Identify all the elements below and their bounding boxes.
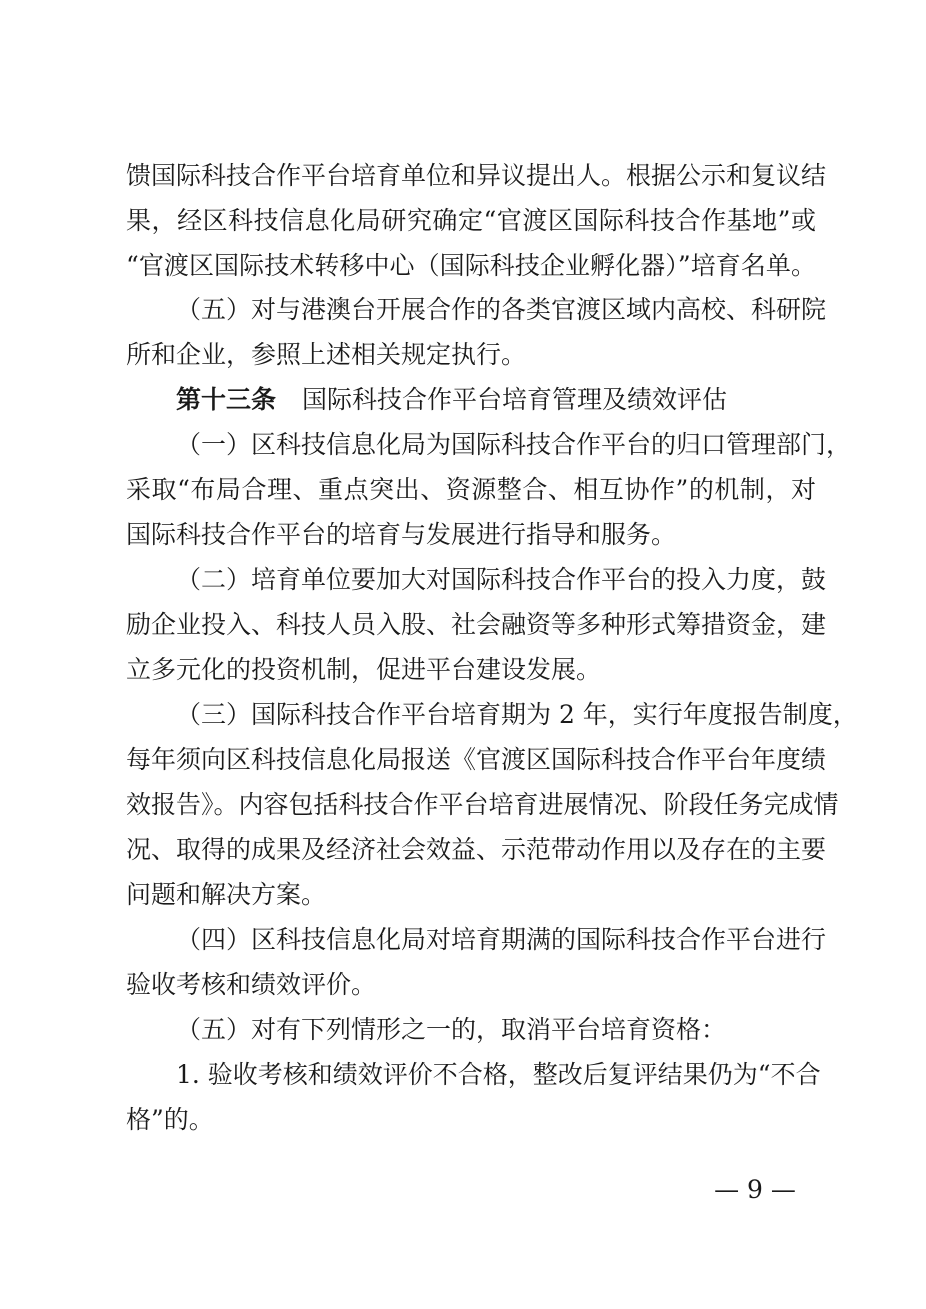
- paragraph-line: 励企业投入、科技人员入股、社会融资等多种形式筹措资金，建: [126, 610, 827, 639]
- paragraph-line: （四）区科技信息化局对培育期满的国际科技合作平台进行: [176, 925, 827, 954]
- paragraph-line: （五）对与港澳台开展合作的各类官渡区域内高校、科研院: [176, 295, 827, 324]
- page-number: — 9 —: [714, 1175, 796, 1204]
- paragraph-line: （三）国际科技合作平台培育期为 2 年，实行年度报告制度，: [176, 700, 858, 729]
- paragraph-line: 采取“布局合理、重点突出、资源整合、相互协作”的机制，对: [126, 475, 816, 504]
- article-heading: [176, 380, 816, 420]
- paragraph-line: 效报告》。内容包括科技合作平台培育进展情况、阶段任务完成情: [126, 790, 839, 819]
- paragraph-line: （一）区科技信息化局为国际科技合作平台的归口管理部门，: [176, 430, 852, 459]
- paragraph-line: 果，经区科技信息化局研究确定“官渡区国际科技合作基地”或: [126, 206, 816, 235]
- paragraph-line: 问题和解决方案。: [126, 880, 327, 909]
- paragraph-line: （五）对有下列情形之一的，取消平台培育资格：: [176, 1015, 727, 1044]
- paragraph-line: 验收考核和绩效评价。: [126, 970, 377, 999]
- article-title: 国际科技合作平台培育管理及绩效评估: [302, 385, 728, 414]
- article-number: 第十三条: [176, 385, 277, 414]
- paragraph-line: “官渡区国际技术转移中心（国际科技企业孵化器）”培育名单。: [126, 251, 816, 280]
- paragraph-line: （二）培育单位要加大对国际科技合作平台的投入力度，鼓: [176, 565, 827, 594]
- paragraph-line: 格”的。: [126, 1105, 214, 1134]
- paragraph-line: 1. 验收考核和绩效评价不合格，整改后复评结果仍为“不合: [176, 1060, 821, 1089]
- paragraph-line: 况、取得的成果及经济社会效益、示范带动作用以及存在的主要: [126, 835, 827, 864]
- paragraph-line: 每年须向区科技信息化局报送《官渡区国际科技合作平台年度绩: [126, 745, 827, 774]
- paragraph-line: 立多元化的投资机制，促进平台建设发展。: [126, 655, 602, 684]
- paragraph-line: 馈国际科技合作平台培育单位和异议提出人。根据公示和复议结: [126, 161, 827, 190]
- paragraph-line: 所和企业，参照上述相关规定执行。: [126, 340, 527, 369]
- paragraph-line: 国际科技合作平台的培育与发展进行指导和服务。: [126, 520, 677, 549]
